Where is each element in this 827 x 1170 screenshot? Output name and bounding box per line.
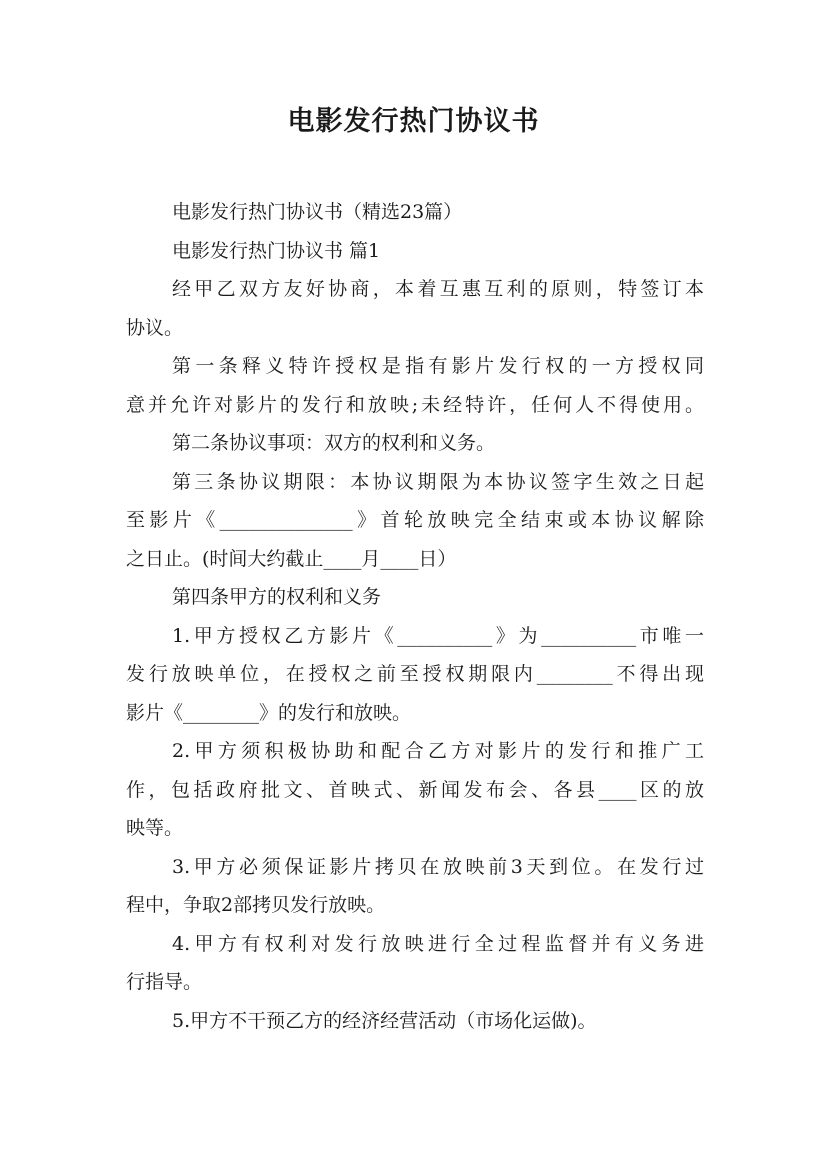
text-line: 第一条释义特许授权是指有影片发行权的一方授权同 — [172, 355, 704, 377]
text-line: 之日止。(时间大约截止____月____日） — [126, 547, 457, 570]
text-line: 影片《________》的发行和放映。 — [126, 701, 412, 724]
text-line: 第三条协议期限：本协议期限为本协议签字生效之日起 — [172, 470, 704, 493]
document-body — [126, 193, 704, 1040]
text-line: 映等。 — [126, 817, 184, 839]
text-line: 程中，争取2部拷贝发行放映。 — [126, 894, 386, 916]
text-line: 5.甲方不干预乙方的经济经营活动（市场化运做)。 — [172, 1009, 597, 1032]
document-title: 电影发行热门协议书 — [287, 106, 540, 137]
text-line: 至影片《______________》首轮放映完全结束或本协议解除 — [126, 509, 704, 531]
text-line: 行指导。 — [126, 971, 203, 993]
text-line: 1.甲方授权乙方影片《__________》为__________市唯一 — [172, 624, 704, 647]
text-line: 作，包括政府批文、首映式、新闻发布会、各县____区的放 — [126, 778, 704, 801]
text-line: 3.甲方必须保证影片拷贝在放映前3天到位。在发行过 — [172, 855, 704, 878]
text-line: 第二条协议事项：双方的权利和义务。 — [172, 432, 496, 454]
text-line: 第四条甲方的权利和义务 — [172, 586, 382, 608]
text-line: 经甲乙双方友好协商，本着互惠互利的原则，特签订本 — [172, 278, 704, 300]
text-line: 电影发行热门协议书 篇1 — [172, 239, 381, 262]
text-line: 4.甲方有权利对发行放映进行全过程监督并有义务进 — [172, 932, 704, 955]
text-line: 协议。 — [126, 316, 184, 339]
text-line: 意并允许对影片的发行和放映;未经特许，任何人不得使用。 — [126, 393, 704, 416]
text-line: 2.甲方须积极协助和配合乙方对影片的发行和推广工 — [172, 740, 704, 762]
text-line: 发行放映单位，在授权之前至授权期限内________不得出现 — [126, 663, 704, 685]
text-line: 电影发行热门协议书（精选23篇） — [172, 201, 463, 223]
